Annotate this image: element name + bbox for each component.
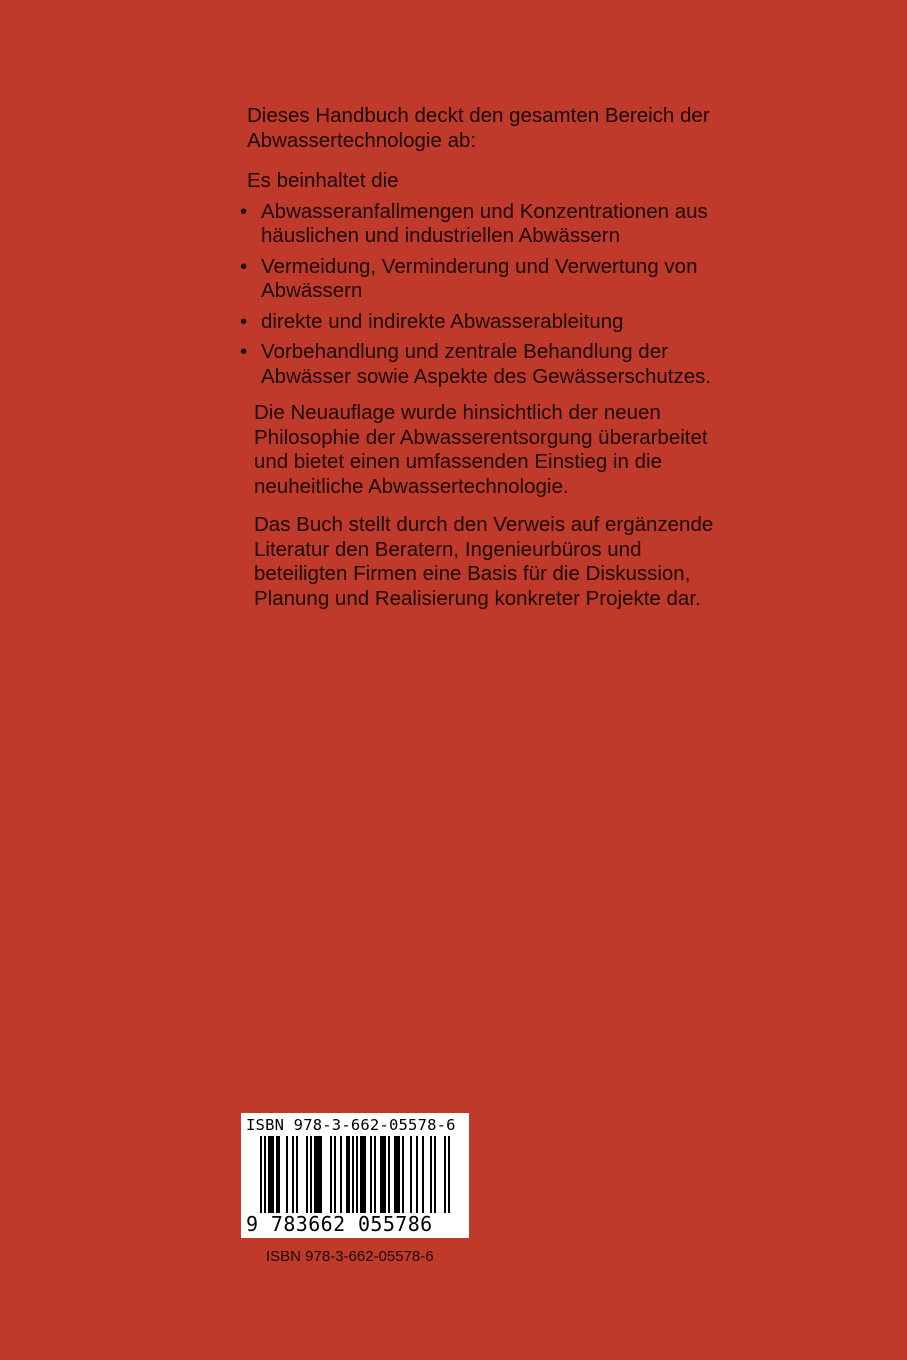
- barcode-bar: [306, 1136, 308, 1213]
- barcode-bar: [270, 1136, 272, 1213]
- lead-line: Es beinhaltet die: [247, 169, 399, 192]
- barcode-bar: [330, 1136, 332, 1213]
- barcode-bar: [318, 1136, 320, 1213]
- barcode-bar: [388, 1136, 390, 1213]
- list-item-text: Vermeidung, Verminderung und Verwertung von Abwässern: [261, 254, 698, 302]
- barcode-isbn-label: ISBN 978-3-662-05578-6: [246, 1116, 456, 1134]
- barcode-bar: [394, 1136, 396, 1213]
- barcode-bar: [396, 1136, 398, 1213]
- list-item: [240, 255, 717, 304]
- barcode-bar: [292, 1136, 294, 1213]
- barcode-bar: [410, 1136, 412, 1213]
- bullet-icon: •: [240, 309, 248, 333]
- barcode-bar: [348, 1136, 350, 1213]
- barcode-bar: [264, 1136, 266, 1213]
- barcode-bar: [316, 1136, 318, 1213]
- new-edition-paragraph: Die Neuauflage wurde hinsichtlich der neuen Philosophie der Abwasserentsorgung überarbeitet und bietet einen umfassenden Einstieg in die neuheitliche Abwassertechnologie.: [254, 401, 708, 498]
- barcode-bar: [268, 1136, 270, 1213]
- ean-digits: 9 783662 055786: [246, 1212, 433, 1236]
- barcode-bar: [296, 1136, 298, 1213]
- isbn-barcode-box: [241, 1113, 469, 1238]
- literature-paragraph: Das Buch stellt durch den Verweis auf ergänzende Literatur den Beratern, Ingenieurbüros und beteiligten Firmen eine Basis für die Diskussion, Planung und Realisierung konkreter Projekte dar.: [254, 513, 714, 610]
- barcode-bar: [310, 1136, 312, 1213]
- list-item-text: Abwasseranfallmengen und Konzentrationen aus häuslichen und industriellen Abwässern: [261, 199, 708, 247]
- bullet-icon: •: [240, 254, 248, 278]
- barcode-bar: [362, 1136, 364, 1213]
- barcode-bar: [314, 1136, 316, 1213]
- barcode-icon: [246, 1136, 464, 1213]
- barcode-bar: [448, 1136, 450, 1213]
- barcode-bar: [276, 1136, 278, 1213]
- list-item-text: Vorbehandlung und zentrale Behandlung der Abwässer sowie Aspekte des Gewässerschutzes.: [261, 340, 712, 388]
- list-item-text: direkte und indirekte Abwasserableitung: [261, 309, 624, 333]
- back-cover-blurb: [240, 104, 717, 611]
- barcode-bar: [384, 1136, 386, 1213]
- barcode-bar: [364, 1136, 366, 1213]
- barcode-bar: [346, 1136, 348, 1213]
- intro-paragraph: Dieses Handbuch deckt den gesamten Bereich der Abwassertechnologie ab:: [247, 104, 710, 152]
- list-item: [240, 200, 717, 249]
- barcode-bar: [286, 1136, 288, 1213]
- list-item: [240, 310, 717, 335]
- barcode-bar: [320, 1136, 322, 1213]
- barcode-bar: [334, 1136, 336, 1213]
- topic-list: [240, 200, 717, 390]
- barcode-bar: [360, 1136, 362, 1213]
- barcode-bar: [356, 1136, 358, 1213]
- barcode-bar: [430, 1136, 432, 1213]
- barcode-bar: [434, 1136, 436, 1213]
- barcode-bar: [380, 1136, 382, 1213]
- barcode-bar: [416, 1136, 418, 1213]
- barcode-bar: [272, 1136, 274, 1213]
- barcode-bar: [374, 1136, 376, 1213]
- barcode-bar: [260, 1136, 262, 1213]
- bullet-icon: •: [240, 199, 248, 223]
- barcode-bar: [398, 1136, 400, 1213]
- barcode-bar: [422, 1136, 424, 1213]
- barcode-bar: [444, 1136, 446, 1213]
- list-item: [240, 340, 717, 389]
- barcode-bar: [402, 1136, 404, 1213]
- barcode-bar: [382, 1136, 384, 1213]
- barcode-bar: [370, 1136, 372, 1213]
- isbn-footer: ISBN 978-3-662-05578-6: [266, 1248, 434, 1265]
- barcode-bar: [352, 1136, 354, 1213]
- barcode-bar: [278, 1136, 280, 1213]
- bullet-icon: •: [240, 340, 248, 363]
- barcode-bar: [340, 1136, 342, 1213]
